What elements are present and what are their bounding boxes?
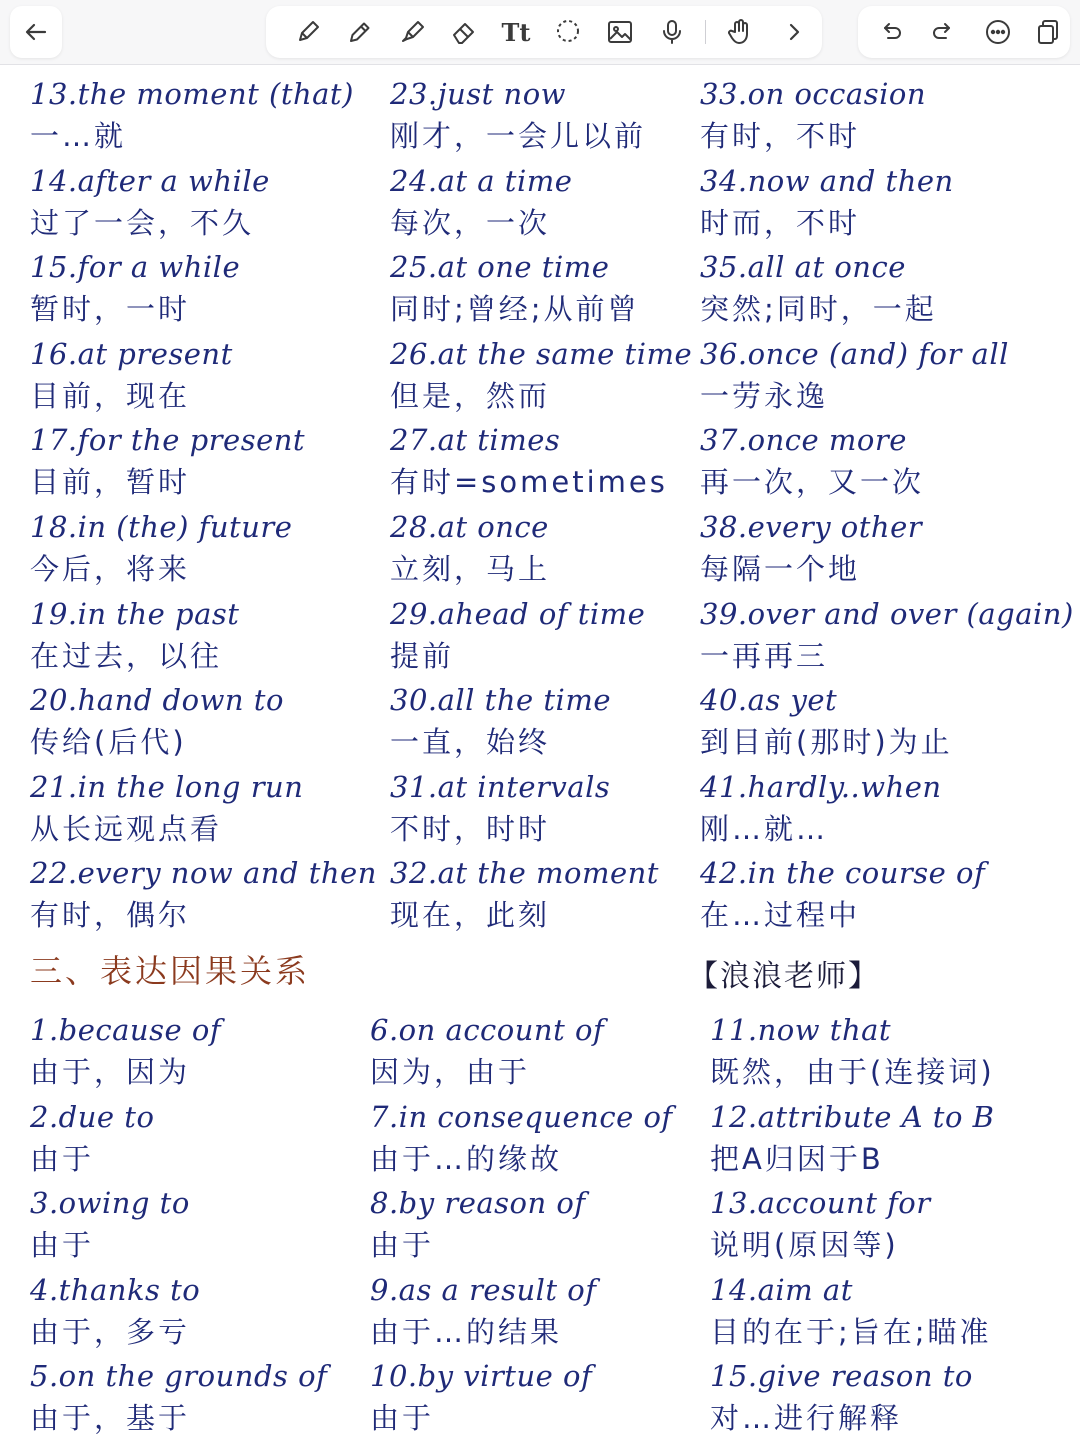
document-actions bbox=[858, 6, 1070, 58]
more-options-icon bbox=[984, 18, 1012, 46]
highlighter-tool[interactable] bbox=[390, 6, 434, 58]
phrase-english: 31.at intervals bbox=[390, 769, 611, 804]
text-tool[interactable] bbox=[494, 6, 538, 58]
phrase-english: 19.in the past bbox=[30, 596, 240, 631]
phrase-english: 35.all at once bbox=[700, 250, 906, 285]
author-tag: 【浪浪老师】 bbox=[688, 959, 880, 994]
chevron-right-icon bbox=[780, 18, 808, 46]
phrase-english: 24.at a time bbox=[390, 163, 573, 198]
phrase-chinese: 每隔一个地 bbox=[700, 552, 861, 586]
phrase-english: 2.due to bbox=[30, 1099, 155, 1134]
phrase-english: 4.thanks to bbox=[30, 1272, 201, 1307]
phrase-chinese: 暂时，一时 bbox=[30, 292, 191, 327]
phrase-english: 34.now and then bbox=[700, 163, 954, 198]
phrase-english: 11.now that bbox=[710, 1013, 892, 1047]
phrase-english: 20.hand down to bbox=[30, 683, 284, 718]
phrase-chinese: 传给(后代) bbox=[30, 725, 187, 760]
phrase-chinese: 由于 bbox=[370, 1228, 435, 1263]
phrase-english: 15.give reason to bbox=[710, 1359, 973, 1394]
pencil-tool[interactable] bbox=[338, 6, 382, 58]
phrase-chinese: 有时，偶尔 bbox=[30, 898, 191, 933]
phrase-chinese: 由于…的缘故 bbox=[370, 1141, 563, 1176]
phrase-english: 10.by virtue of bbox=[370, 1359, 593, 1394]
more-tools-button[interactable] bbox=[772, 6, 816, 58]
phrase-chinese: 一劳永逸 bbox=[700, 378, 829, 413]
phrase-english: 39.over and over (again) bbox=[700, 596, 1074, 631]
phrase-english: 12.attribute A to B bbox=[710, 1099, 995, 1134]
phrase-english: 29.ahead of time bbox=[390, 596, 646, 631]
phrase-english: 26.at the same time bbox=[390, 336, 693, 371]
phrase-chinese: 说明(原因等) bbox=[710, 1228, 899, 1263]
redo-button[interactable] bbox=[922, 6, 966, 58]
phrase-english: 13.account for bbox=[710, 1186, 931, 1221]
phrase-english: 16.at present bbox=[30, 336, 233, 371]
pen-tool[interactable] bbox=[286, 6, 330, 58]
eraser-tool[interactable] bbox=[442, 6, 486, 58]
back-arrow-icon bbox=[22, 18, 50, 46]
undo-button[interactable] bbox=[868, 6, 912, 58]
phrase-chinese: 由于，多亏 bbox=[30, 1314, 191, 1349]
phrase-english: 21.in the long run bbox=[30, 769, 304, 804]
pages-icon bbox=[1034, 18, 1062, 46]
phrase-english: 42.in the course of bbox=[700, 856, 986, 891]
pencil-icon bbox=[346, 18, 374, 46]
phrase-english: 1.because of bbox=[30, 1013, 222, 1047]
microphone-tool[interactable] bbox=[650, 6, 694, 58]
phrase-english: 23.just now bbox=[390, 77, 567, 111]
phrase-english: 17.for the present bbox=[30, 423, 306, 458]
phrase-english: 27.at times bbox=[390, 423, 561, 458]
phrase-chinese: 从长远观点看 bbox=[30, 811, 223, 846]
image-tool[interactable] bbox=[598, 6, 642, 58]
phrase-chinese: 不时，时时 bbox=[390, 811, 551, 846]
phrase-chinese: 每次，一次 bbox=[390, 205, 551, 240]
phrase-chinese: 过了一会，不久 bbox=[30, 205, 255, 240]
drawing-tools bbox=[266, 6, 822, 58]
phrase-english: 7.in consequence of bbox=[370, 1099, 673, 1134]
phrase-english: 15.for a while bbox=[30, 250, 241, 285]
phrase-chinese: 有时，不时 bbox=[700, 119, 861, 153]
highlighter-icon bbox=[398, 18, 426, 46]
image-icon bbox=[606, 18, 634, 46]
back-button[interactable] bbox=[10, 6, 62, 58]
phrase-english: 38.every other bbox=[700, 510, 923, 544]
phrase-chinese: 再一次，又一次 bbox=[700, 465, 925, 500]
phrase-chinese: 由于，因为 bbox=[30, 1055, 191, 1089]
phrase-chinese: 由于 bbox=[30, 1228, 95, 1263]
pages-button[interactable] bbox=[1026, 6, 1070, 58]
hand-touch-icon bbox=[726, 18, 754, 46]
phrase-chinese: 既然，由于(连接词) bbox=[710, 1055, 995, 1089]
phrase-chinese: 但是，然而 bbox=[390, 378, 551, 413]
phrase-chinese: 由于…的结果 bbox=[370, 1314, 563, 1349]
phrase-chinese: 一再再三 bbox=[700, 638, 829, 673]
phrase-chinese: 到目前(那时)为止 bbox=[700, 725, 953, 760]
phrase-english: 41.hardly..when bbox=[700, 769, 942, 804]
phrase-chinese: 立刻，马上 bbox=[390, 552, 551, 586]
phrase-english: 36.once (and) for all bbox=[700, 336, 1009, 371]
redo-icon bbox=[930, 18, 958, 46]
phrase-chinese: 由于 bbox=[370, 1401, 435, 1436]
toolbar-divider bbox=[705, 20, 706, 44]
phrase-chinese: 目前，现在 bbox=[30, 378, 191, 413]
phrase-english: 3.owing to bbox=[30, 1186, 190, 1221]
phrase-chinese: 对…进行解释 bbox=[710, 1401, 903, 1436]
phrase-chinese: 一直，始终 bbox=[390, 725, 551, 760]
phrase-chinese: 刚才，一会儿以前 bbox=[390, 119, 647, 153]
phrase-english: 14.aim at bbox=[710, 1272, 853, 1307]
phrase-english: 5.on the grounds of bbox=[30, 1359, 328, 1394]
phrase-english: 9.as a result of bbox=[370, 1272, 597, 1307]
phrase-chinese: 有时=sometimes bbox=[390, 465, 668, 500]
phrase-english: 8.by reason of bbox=[370, 1186, 586, 1221]
phrase-chinese: 时而，不时 bbox=[700, 205, 861, 240]
undo-icon bbox=[876, 18, 904, 46]
phrase-chinese: 一…就 bbox=[30, 119, 127, 153]
phrase-english: 30.all the time bbox=[390, 683, 611, 718]
phrase-chinese: 突然;同时，一起 bbox=[700, 292, 937, 327]
lasso-tool[interactable] bbox=[546, 6, 590, 58]
phrase-english: 33.on occasion bbox=[700, 77, 927, 111]
phrase-english: 22.every now and then bbox=[30, 856, 377, 891]
phrase-english: 13.the moment (that) bbox=[30, 77, 354, 111]
section-heading: 三、表达因果关系 bbox=[30, 952, 311, 990]
phrase-chinese: 在…过程中 bbox=[700, 898, 861, 933]
phrase-english: 32.at the moment bbox=[390, 856, 659, 891]
phrase-chinese: 由于 bbox=[30, 1141, 95, 1176]
phrase-chinese: 提前 bbox=[390, 638, 455, 673]
phrase-chinese: 目的在于;旨在;瞄准 bbox=[710, 1314, 992, 1349]
microphone-icon bbox=[658, 18, 686, 46]
lasso-icon bbox=[554, 18, 582, 46]
phrase-chinese: 刚…就… bbox=[700, 811, 829, 846]
pen-icon bbox=[294, 18, 322, 46]
phrase-english: 28.at once bbox=[390, 510, 549, 544]
phrase-english: 18.in (the) future bbox=[30, 510, 293, 544]
phrase-chinese: 同时;曾经;从前曾 bbox=[390, 292, 640, 327]
phrase-chinese: 今后，将来 bbox=[30, 552, 191, 586]
phrase-chinese: 由于，基于 bbox=[30, 1401, 191, 1436]
text-tool-icon: Tt bbox=[501, 17, 531, 47]
phrase-english: 40.as yet bbox=[700, 683, 838, 718]
phrase-chinese: 目前，暂时 bbox=[30, 465, 191, 500]
note-page[interactable] bbox=[0, 64, 1080, 1440]
touch-tool[interactable] bbox=[718, 6, 762, 58]
more-options-button[interactable] bbox=[976, 6, 1020, 58]
toolbar bbox=[0, 0, 1080, 65]
phrase-english: 6.on account of bbox=[370, 1013, 605, 1047]
phrase-english: 25.at one time bbox=[390, 250, 610, 285]
phrase-chinese: 因为，由于 bbox=[370, 1055, 531, 1089]
phrase-english: 37.once more bbox=[700, 423, 907, 458]
eraser-icon bbox=[450, 18, 478, 46]
phrase-chinese: 现在，此刻 bbox=[390, 898, 551, 933]
phrase-chinese: 在过去，以往 bbox=[30, 638, 223, 673]
phrase-english: 14.after a while bbox=[30, 163, 270, 198]
phrase-chinese: 把A归因于B bbox=[710, 1141, 884, 1176]
